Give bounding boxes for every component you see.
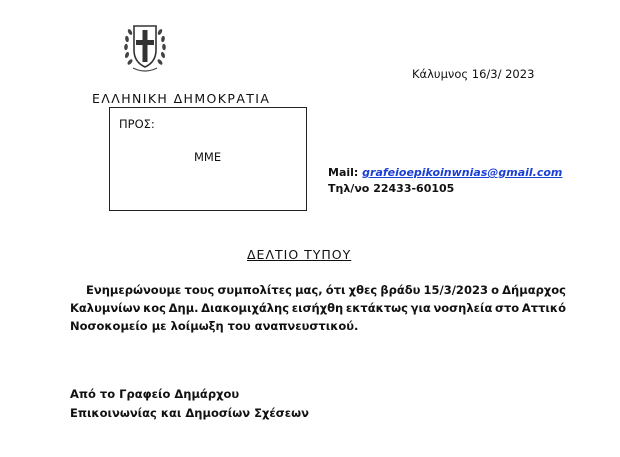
signature-line-1: Από το Γραφείο Δημάρχου: [70, 387, 240, 401]
body-word: Καλυμνίων: [70, 301, 141, 315]
city-date: Κάλυμνος 16/3/ 2023: [412, 67, 535, 81]
country-heading: ΕΛΛΗΝΙΚΗ ΔΗΜΟΚΡΑΤΙΑ: [92, 91, 271, 106]
signature-line-2: Επικοινωνίας και Δημοσίων Σχέσεων: [70, 406, 309, 420]
phone-label: Τηλ/νο: [328, 182, 370, 195]
signature-block: [70, 385, 309, 423]
body-line-2: [70, 299, 566, 317]
body-word: Δήμαρχος: [502, 283, 566, 297]
body-word: στο: [495, 301, 520, 315]
body-word: τους: [184, 283, 215, 297]
body-word: κος: [143, 301, 166, 315]
body-word: συμπολίτες: [217, 283, 292, 297]
body-word: νοσηλεία: [433, 301, 493, 315]
bulletin-body: [70, 281, 566, 335]
recipient-box: [109, 107, 307, 211]
body-word: Δημ.: [168, 301, 199, 315]
contact-phone-line: [328, 181, 562, 197]
email-link[interactable]: grafeioepikoinwnias@gmail.com: [362, 166, 563, 179]
contact-mail-line: [328, 165, 562, 181]
body-word: 15/3/2023: [423, 283, 488, 297]
body-word: χθες: [348, 283, 378, 297]
phone-number: 22433-60105: [373, 182, 455, 195]
body-word: Διακομιχάλης: [201, 301, 290, 315]
bulletin-title: ΔΕΛΤΙΟ ΤΥΠΟΥ: [247, 247, 352, 262]
body-word: για: [410, 301, 431, 315]
body-word: βράδυ: [380, 283, 421, 297]
body-line-1: [70, 281, 566, 299]
body-word: ότι: [325, 283, 346, 297]
body-word: ο: [491, 283, 499, 297]
body-word: εκτάκτως: [345, 301, 408, 315]
greek-coat-of-arms-icon: [121, 16, 169, 76]
body-word: Αττικό: [521, 301, 566, 315]
body-line-3: [70, 317, 566, 335]
recipient-label: ΠΡΟΣ:: [119, 117, 155, 131]
mail-label: Mail:: [328, 166, 359, 179]
recipient-value: ΜΜΕ: [194, 150, 222, 164]
body-word: εισήχθη: [291, 301, 344, 315]
body-word: Ενημερώνουμε: [86, 283, 182, 297]
body-word: μας,: [295, 283, 323, 297]
body-word: Νοσοκομείο με λοίμωξη του αναπνευστικού.: [70, 319, 359, 333]
contact-block: [328, 165, 562, 197]
